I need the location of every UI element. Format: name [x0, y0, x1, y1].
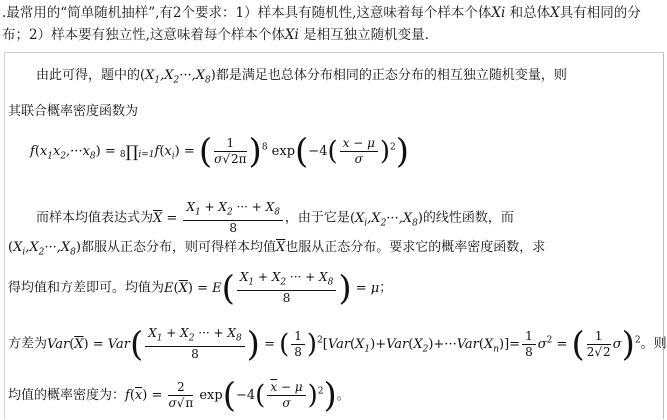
solution-line-2: 其联合概率密度函数为	[8, 104, 139, 119]
line6-text-b: ；	[379, 280, 393, 296]
solution-line-4	[36, 200, 514, 236]
sample-tuple-3: $(X_i,X_2\cdot\cdot\cdot,X_8)$	[8, 240, 81, 258]
mean-pdf-formula: $f(\overline{x})$ = $\frac{2}{\sigma√\pi}$ exp(−4( $\frac{\overline{x} - \mu}{\sigma}$ )$^2$)	[125, 375, 337, 416]
line4-text-c: 的线性函数，而	[422, 210, 514, 226]
line4-text-b: ，由于它是	[284, 210, 350, 226]
line7-text-b: 。则	[640, 336, 667, 352]
line7-text-a: 方差为	[8, 336, 48, 352]
mean-formula: $E(\overline{X}) = E$( $\frac{X_1 + X_2 \cdot\cdot\cdot + X_8}{8}$ ) = μ	[164, 268, 380, 309]
solution-line-6	[8, 268, 393, 309]
line1-text-b: 都是满足也总体分布相同的正态分布的相互独立随机变量，则	[215, 68, 567, 83]
sample-mean-formula: $\overline{X}$ = $\frac{X_1 + X_2 \cdot\cdot\cdot + X_8}{8}$	[153, 211, 285, 226]
variance-formula: $Var(\overline{X}) = Var$( $\frac{X_1 + X_2 \cdot\cdot\cdot + X_8}{8}$ ) = ( $\frac{1}{8}$ )$^2[Var(X_1)+Var(X_2)+\cdot\cdot\cdot Var(X_n)]=$ $\frac{1}{8}$ $\sigma^2$ = ( $\frac{1}{2√2}$ σ)$^2$	[47, 324, 641, 365]
intro-text-3: 具有相同的分布；2）样本要有独立性,这意味着每个样本个体	[2, 5, 641, 43]
line6-text-a: 得均值和方差即可。均值为	[8, 280, 165, 296]
solution-line-1	[36, 64, 567, 86]
line4-text-a: 而样本均值表达式为	[36, 210, 154, 226]
line5-text-c: 也服从正态分布。要求它的概率密度函数，求	[285, 240, 546, 255]
sample-mean-symbol: $\overline{X}$	[275, 240, 286, 255]
line1-text-a: 由此可得，题中的	[36, 68, 141, 83]
solution-line-5	[8, 236, 545, 258]
line8-text-a: 均值的概率密度为：	[8, 388, 126, 403]
sample-tuple: $(X_1,X_2\cdot\cdot\cdot,X_8)$	[140, 68, 216, 86]
intro-var-xi-1: Xi	[491, 5, 506, 21]
intro-var-xi-2: Xi	[284, 27, 299, 43]
intro-text-2: 和总体	[505, 5, 551, 21]
intro-var-x: X	[550, 5, 560, 21]
solution-line-7	[8, 324, 667, 365]
line5-text-b: 都服从正态分布，则可得样本均值	[80, 240, 276, 255]
sample-tuple-2: $(X_i,X_2\cdot\cdot\cdot,X_8)$	[349, 210, 423, 229]
line8-text-b: 。	[336, 388, 350, 403]
joint-pdf-formula: $f(x_1x_2,\cdot\cdot\cdot x_8)$ = $8\prod i=1f(x_i)$ = ( $\frac{1}{\sigma√2\pi}$ )$^8$ exp(−4( $\frac{x - \mu}{\sigma}$ )$^2$)	[30, 131, 410, 172]
intro-text-4: 是相互独立随机变量.	[298, 27, 429, 43]
solution-line-8	[8, 375, 350, 416]
intro-paragraph	[2, 2, 664, 46]
intro-text-1: .最常用的“简单随机抽样”,有2个要求：1）样本具有随机性,这意味着每个样本个体	[2, 5, 492, 21]
